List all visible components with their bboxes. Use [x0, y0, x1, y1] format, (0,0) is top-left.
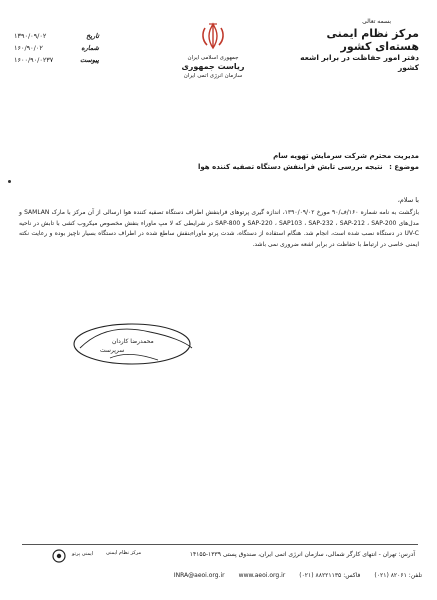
organization-name: مرکز نظام ایمنی هسته‌ای کشور	[326, 27, 419, 53]
footer-address: آدرس: تهران - انتهای کارگر شمالی، سازمان انرژی اتمی ایران، صندوق پستی ۱۳۳۹-۱۴۱۵۵	[189, 551, 415, 558]
bismillah: بسمه تعالی	[362, 18, 391, 25]
date-row	[14, 30, 99, 42]
salutation: با سلام،	[397, 196, 419, 204]
department-name: دفتر امور حفاظت در برابر اشعه کشور	[300, 53, 419, 72]
footer-note: مرکز نظام ایمنی	[106, 550, 142, 556]
margin-dot	[8, 180, 11, 183]
footer-divider	[22, 544, 418, 545]
addressee: مدیریت محترم شرکت سرمایش تهویه سام	[273, 152, 419, 160]
footer-website-link[interactable]: www.aeoi.org.ir	[238, 572, 286, 579]
subject-text: نتیجه بررسی تابش فرابنفش دستگاه تصفیه کننده هوا	[198, 163, 383, 171]
footer-logo-caption: ایمنی پرتو	[72, 551, 94, 557]
number-row	[14, 42, 99, 54]
footer-email-link[interactable]: INRA@aeoi.org.ir	[173, 572, 225, 579]
organization-header	[299, 18, 419, 73]
agency-logo-icon	[52, 549, 66, 563]
agency-name: سازمان انرژی اتمی ایران	[183, 73, 243, 79]
letter-body: بازگشت به نامه شماره ۱۶۰/ف/۹۰ مورخ ۱۳۹۰/۰۹/۰۲، اندازه گیری پرتوهای فرابنفش اطراف دستگاه تصفیه کننده هوا ارسالی از آن مرکز با مارک SAMLAN و مدل‌های SAP-220 ، SAP103 ، SAP-232 ، SAP-212 ، SAP-200 و SAP-800 در شرایطی که لا مپ ماوراء بنفش مخصوص میکروب کشی با تابش در ناحیه UV-C در دستگاه نصب شده است، انجام شد. هنگام استفاده از دستگاه، شدت پرتو ماوراءبنفش ساطع شده در اطراف دستگاه بسیار ناچیز بوده و رعایت نکته ایمنی خاصی در ارتباط با حفاظت در برابر اشعه ضروری نمی باشد.	[19, 209, 419, 248]
attachment-row	[14, 54, 99, 66]
number-label: شماره	[81, 44, 99, 52]
signer-title: سرپرست	[100, 347, 125, 354]
date-value: ۱۳۹۰/۰۹/۰۲	[14, 32, 47, 40]
subject-label: موضوع :	[389, 163, 419, 171]
attachment-label: پیوست	[80, 56, 99, 64]
date-label: تاریخ	[86, 32, 99, 40]
signer-name: محمدرضا کاردان	[112, 338, 154, 345]
footer-contact	[112, 572, 422, 579]
subject-line	[19, 163, 419, 171]
letter-meta	[14, 30, 99, 66]
number-value: ۱۶۰/۹۰/۰۲	[14, 44, 43, 52]
footer-fax: فاکس: ۸۸۲۲۱۱۳۵ (۰۲۱)	[299, 572, 361, 579]
attachment-value: ۱۶۰۰/۹۰/۰۲۳۷	[14, 56, 54, 64]
iran-emblem-icon	[200, 22, 226, 50]
presidency-name: ریاست جمهوری	[181, 62, 245, 71]
footer-phone: تلفن: ۸۲۰۶۱ (۰۲۱)	[374, 572, 422, 579]
country-name: جمهوری اسلامی ایران	[187, 55, 239, 61]
government-header	[168, 22, 258, 80]
